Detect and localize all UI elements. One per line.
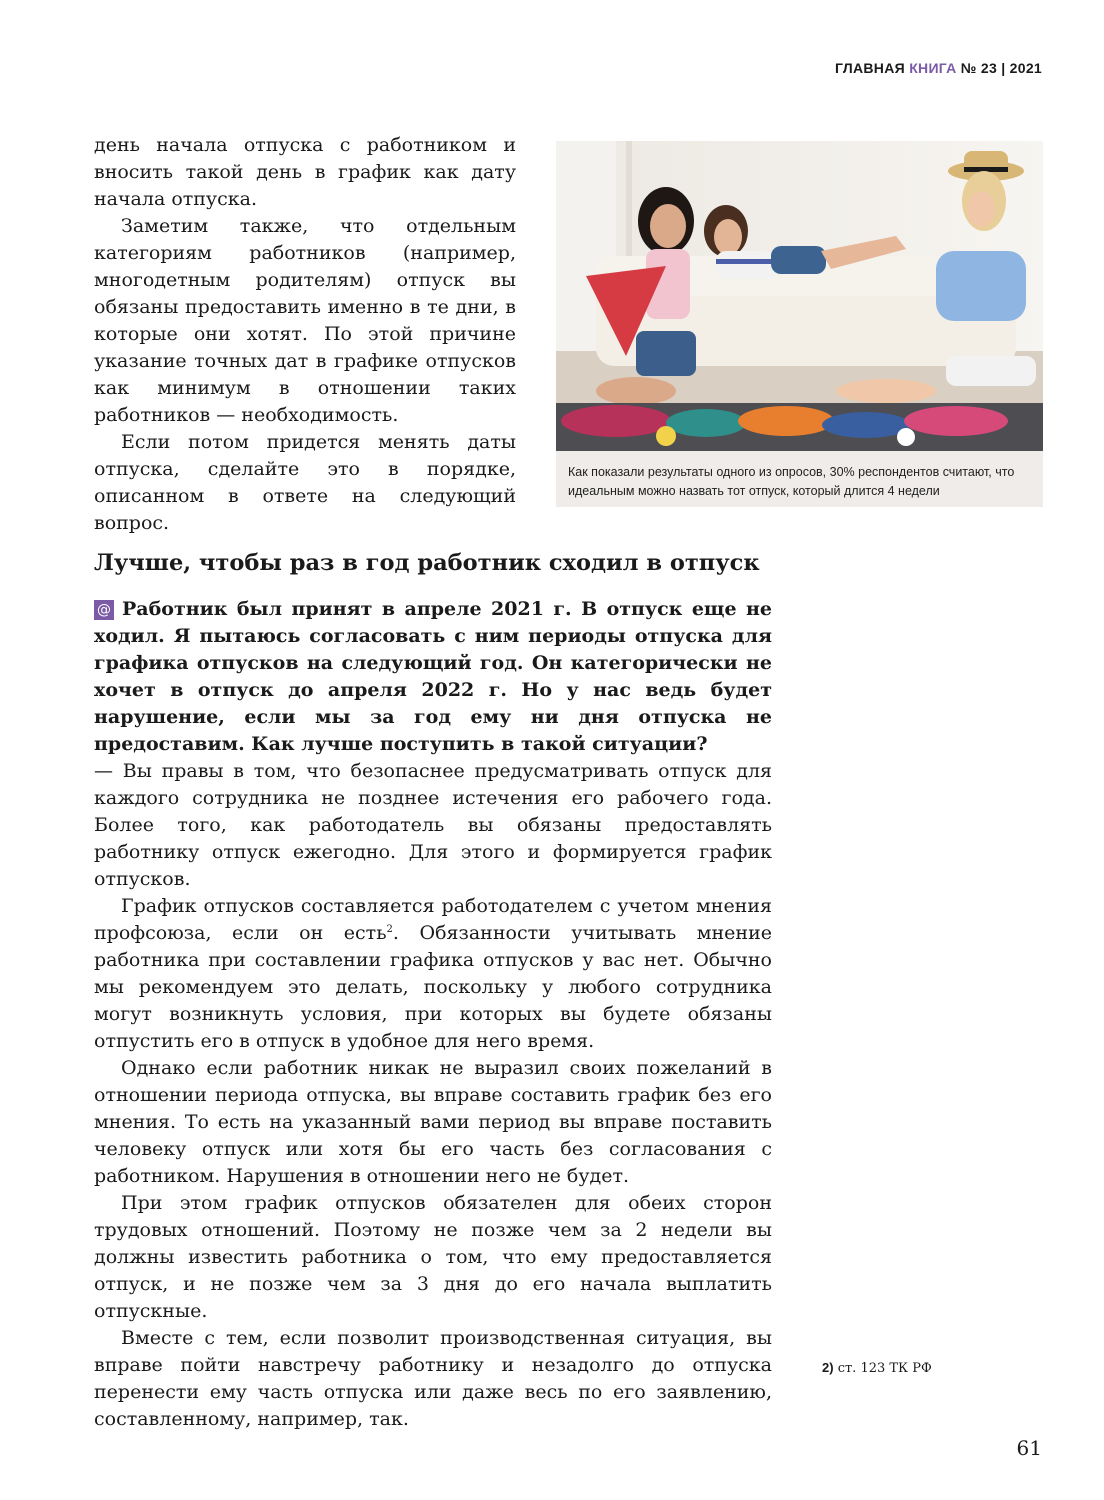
answer-paragraph: — Вы правы в том, что безопаснее предусматривать отпуск для каждого сотрудника не позднее истечения его рабочего года. Более того, как работодатель вы обязаны предоставлять работнику отпуск ежегодно. Для этого и формируется график отпусков. [94, 760, 772, 890]
footnote-marker: 2) [822, 1360, 834, 1375]
answer-paragraph [94, 893, 772, 1055]
brand-accent: КНИГА [909, 60, 957, 76]
footnote-text: ст. 123 ТК РФ [837, 1361, 932, 1376]
footnote [822, 1360, 932, 1376]
at-sign-icon: @ [94, 600, 114, 620]
brand-name: ГЛАВНАЯ [834, 60, 905, 76]
question-text: Работник был принят в апреле 2021 г. В отпуск еще не ходил. Я пытаюсь согласовать с ним периоды отпуска для графика отпусков на следующий год. Он категорически не хочет в отпуск до апреля 2022 г. Но у нас ведь будет нарушение, если мы за год ему ни дня отпуска не предоставим. Как лучше поступить в такой ситуации? [94, 598, 772, 755]
vacation-photo [556, 141, 1043, 451]
answer-paragraph: Вместе с тем, если позволит производственная ситуация, вы вправе пойти навстречу работнику и незадолго до отпуска перенести ему часть отпуска или даже весь по его заявлению, составленному, например, так. [94, 1327, 772, 1430]
page-number: 61 [1016, 1436, 1042, 1460]
photo-caption: Как показали результаты одного из опросов, 30% респондентов считают, что идеальным можно назвать тот отпуск, который длится 4 недели [568, 465, 1015, 498]
intro-paragraph: Заметим также, что отдельным категориям работников (например, многодетным родителям) отпуск вы обязаны предоставить именно в те дни, в которые они хотят. По этой причине указание точных дат в графике отпусков как минимум в отношении таких работников — необходимость. [94, 215, 516, 426]
photo-illustration [556, 141, 1043, 451]
intro-column [94, 132, 516, 537]
answer-text: . Обязанности учитывать мнение работника при составлении графика отпусков у вас нет. Обычно мы рекомендуем это делать, поскольку у любого сотрудника могут возникнуть условия, при которых вы будете обязаны отпустить его в отпуск в удобное для него время. [94, 922, 772, 1052]
footnote-reference[interactable]: 2 [386, 924, 393, 935]
intro-paragraph: Если потом придется менять даты отпуска, сделайте это в порядке, описанном в ответе на следующий вопрос. [94, 431, 516, 534]
question-block [94, 596, 772, 758]
intro-paragraph: день начала отпуска с работником и вносить такой день в график как дату начала отпуска. [94, 134, 516, 210]
photo-figure [556, 141, 1043, 507]
issue-number: № 23 | 2021 [960, 60, 1042, 76]
answer-block [94, 758, 772, 1433]
answer-paragraph: При этом график отпусков обязателен для обеих сторон трудовых отношений. Поэтому не позже чем за 2 недели вы должны известить работника о том, что ему предоставляется отпуск, и не позже чем за 3 дня до его начала выплатить отпускные. [94, 1192, 772, 1322]
running-header [835, 60, 1042, 76]
answer-paragraph: Однако если работник никак не выразил своих пожеланий в отношении периода отпуска, вы вправе составить график без его мнения. То есть на указанный вами период вы вправе поставить человеку отпуск или хотя бы его часть без согласования с работником. Нарушения в отношении него не будет. [94, 1057, 772, 1187]
answer-text: График отпусков составляется работодателем с учетом мнения профсоюза, если он есть [94, 895, 772, 944]
section-heading: Лучше, чтобы раз в год работник сходил в отпуск [94, 550, 760, 576]
